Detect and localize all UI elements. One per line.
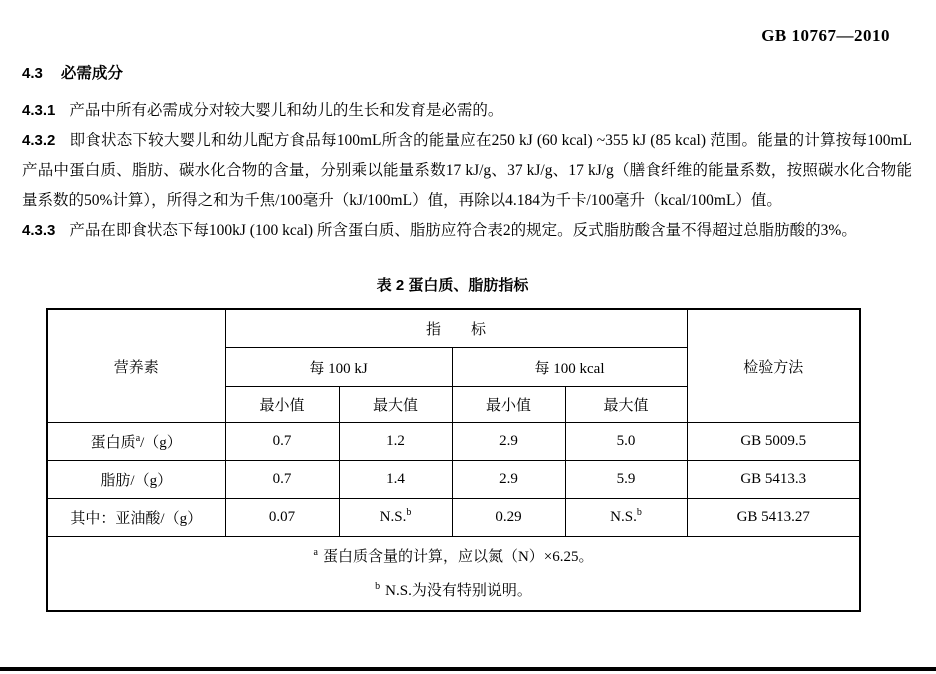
header-per-100kcal: 每 100 kcal [452,348,687,387]
clause-number: 4.3.3 [22,222,56,239]
clause-4-3-1 [22,96,912,126]
header-min-kj: 最小值 [225,387,339,423]
footnote-ref: a [135,433,141,444]
footnote-b [50,574,857,608]
footnote-a [50,540,857,574]
clause-text: 即食状态下较大婴儿和幼儿配方食品每100mL所含的能量应在250 kJ (60 kcal) ~355 kJ (85 kcal) 范围。能量的计算按每100mL产品中蛋白质、脂肪、碳水化合物的含量，分别乘以能量系数17 kJ/g、37 kJ/g、17 kJ/g（膳食纤维的能量系数，按照碳水化合物能量系数的50%计算），所得之和为千焦/100毫升（kJ/100mL）值，再除以4.184为千卡/100毫升（kcal/100mL）值。 [22,132,912,209]
clause-4-3-3 [22,216,912,246]
header-max-kj: 最大值 [339,387,452,423]
nutrient-unit: /（g） [160,511,203,527]
value-cell: 0.07 [225,499,339,537]
section-number: 4.3 [22,65,43,82]
table-footnotes [47,537,860,612]
clause-text: 产品在即食状态下每100kJ (100 kcal) 所含蛋白质、脂肪应符合表2的规定。反式脂肪酸含量不得超过总脂肪酸的3%。 [69,222,857,239]
doc-number: GB 10767—2010 [761,26,890,45]
value-cell: 2.9 [452,423,565,461]
value-cell: 5.9 [565,461,687,499]
value-cell: 1.4 [339,461,452,499]
value-cell: 2.9 [452,461,565,499]
table-caption: 表 2 蛋白质、脂肪指标 [376,277,529,294]
clause-number: 4.3.1 [22,102,56,119]
nutrient-unit: /（g） [130,473,173,489]
value-cell: N.S.$^b$ [565,499,687,537]
nutrient-label: 蛋白质 [90,435,136,451]
footnote-mark: b [375,580,381,592]
value-cell: N.S.$^b$ [339,499,452,537]
section-heading [22,61,912,83]
value-cell: 0.7 [225,461,339,499]
section-title: 必需成分 [60,65,123,82]
header-min-kcal: 最小值 [452,387,565,423]
table-row-fat [47,461,860,499]
value-cell: 5.0 [565,423,687,461]
clause-text: 产品中所有必需成分对较大婴儿和幼儿的生长和发育是必需的。 [69,102,504,119]
nutrient-label: 脂肪 [100,473,131,489]
method-cell: GB 5009.5 [687,423,860,461]
nutrient-name [47,461,225,499]
footnote-mark: a [313,546,318,558]
header-nutrient: 营养素 [47,309,225,423]
nutrient-name [47,423,225,461]
value-cell: 1.2 [339,423,452,461]
nutrient-name [47,499,225,537]
header-max-kcal: 最大值 [565,387,687,423]
footnote-text: 蛋白质含量的计算，应以氮（N）×6.25。 [322,548,594,565]
method-cell: GB 5413.3 [687,461,860,499]
footnote-text: N.S.为没有特别说明。 [385,582,532,599]
page-bottom-rule [0,667,936,671]
table-header-row-1 [47,309,860,348]
header-per-100kj: 每 100 kJ [225,348,452,387]
value-cell: 0.7 [225,423,339,461]
header-indicator: 指 标 [225,309,687,348]
table-row-protein [47,423,860,461]
method-cell: GB 5413.27 [687,499,860,537]
clause-number: 4.3.2 [22,132,56,149]
header-method: 检验方法 [687,309,860,423]
nutrient-label: 其中：亚油酸 [70,511,161,527]
value-cell: 0.29 [452,499,565,537]
document-content [0,61,936,246]
table-row-linoleic-acid [47,499,860,537]
nutrient-unit: /（g） [140,435,182,451]
table-2-protein-fat [46,308,861,612]
table-footnotes-row [47,537,860,612]
clause-4-3-2 [22,126,912,216]
